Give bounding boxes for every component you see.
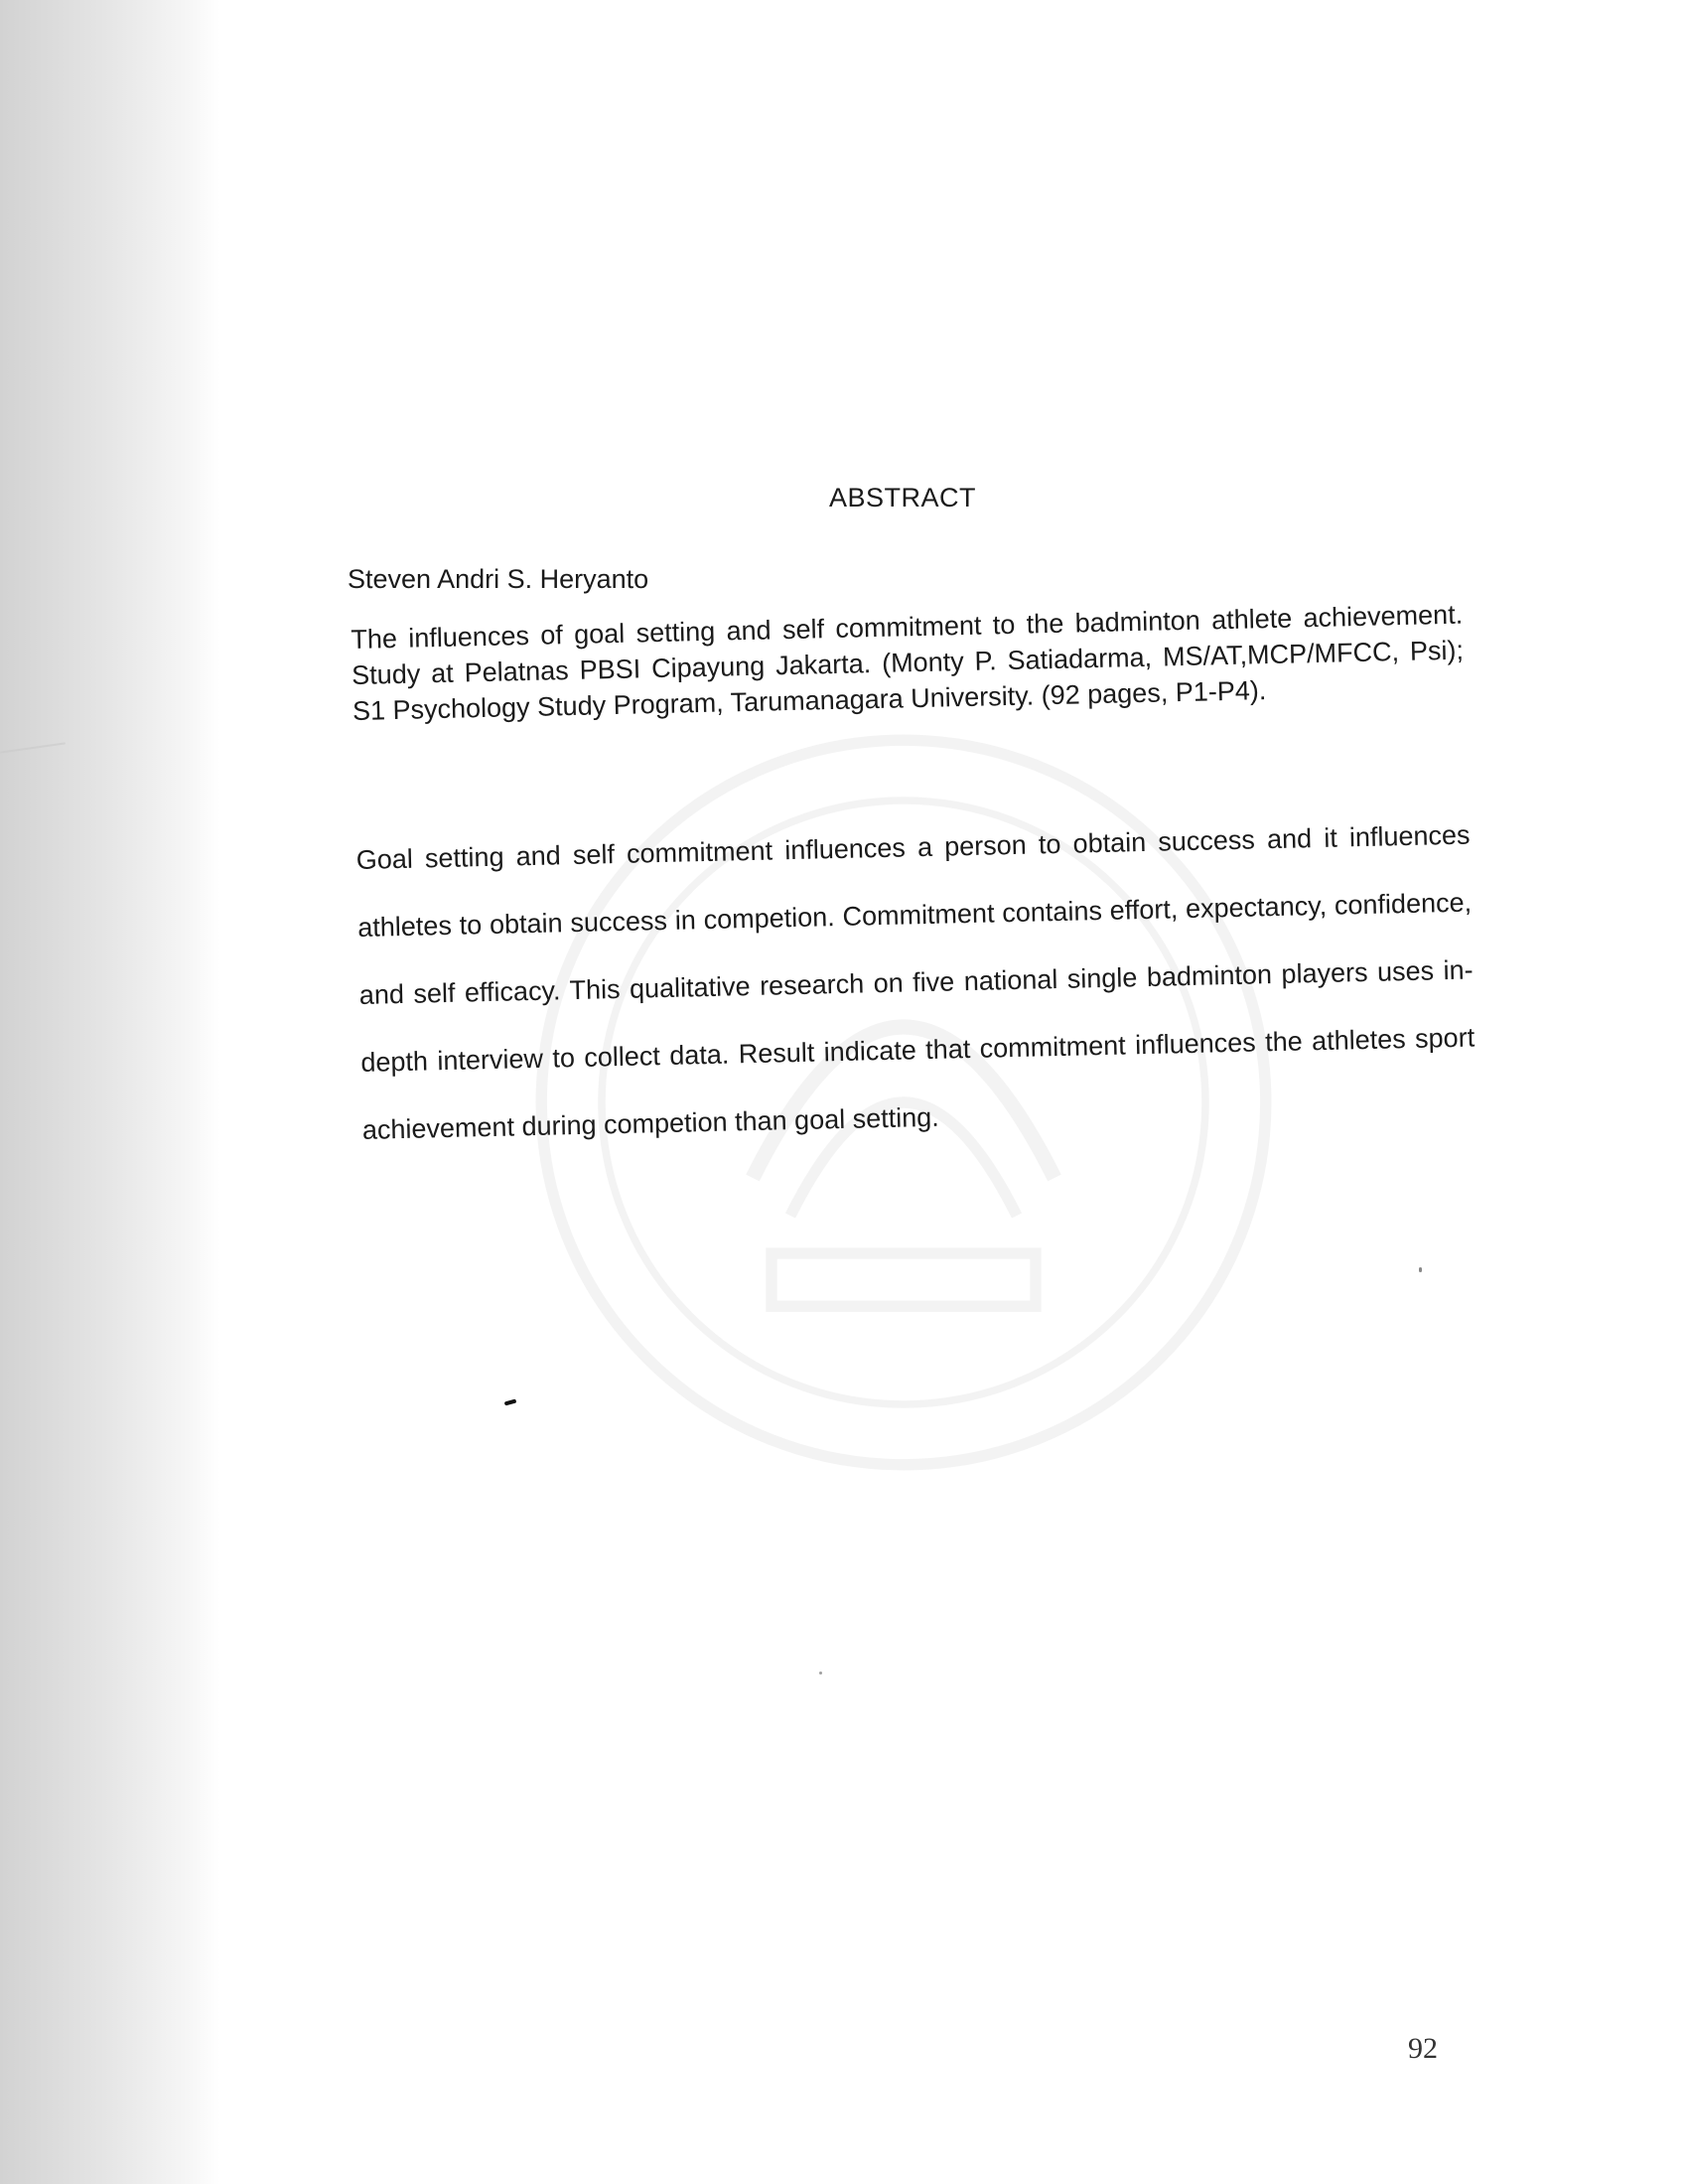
ink-speck [819,1672,822,1674]
ink-speck [504,1399,517,1406]
ink-speck [1419,1267,1422,1272]
abstract-title: ABSTRACT [828,483,977,512]
thesis-citation: The influences of goal setting and self commitment to the badminton athlete achievement. Study at Pelatnas PBSI Cipayung Jakarta. (Monty P. Satiadarma, MS/AT,MCP/MFCC, Psi); S1 Psychology Study Program, Tarumanagara University. (92 pages, P1-P4). [351,599,1465,726]
page-number: 92 [1408,2032,1438,2065]
abstract-body: Goal setting and self commitment influences a person to obtain success and it influences athletes to obtain success in competion. Commitment contains effort, expectancy, confidence, and self efficacy. This qualitative research on five national single badminton players uses in-depth interview to collect data. Result indicate that commitment influences the athletes sport achievement during competion than goal setting. [355,819,1476,1145]
author-name: Steven Andri S. Heryanto [348,564,649,594]
gutter-shadow [0,0,220,2184]
